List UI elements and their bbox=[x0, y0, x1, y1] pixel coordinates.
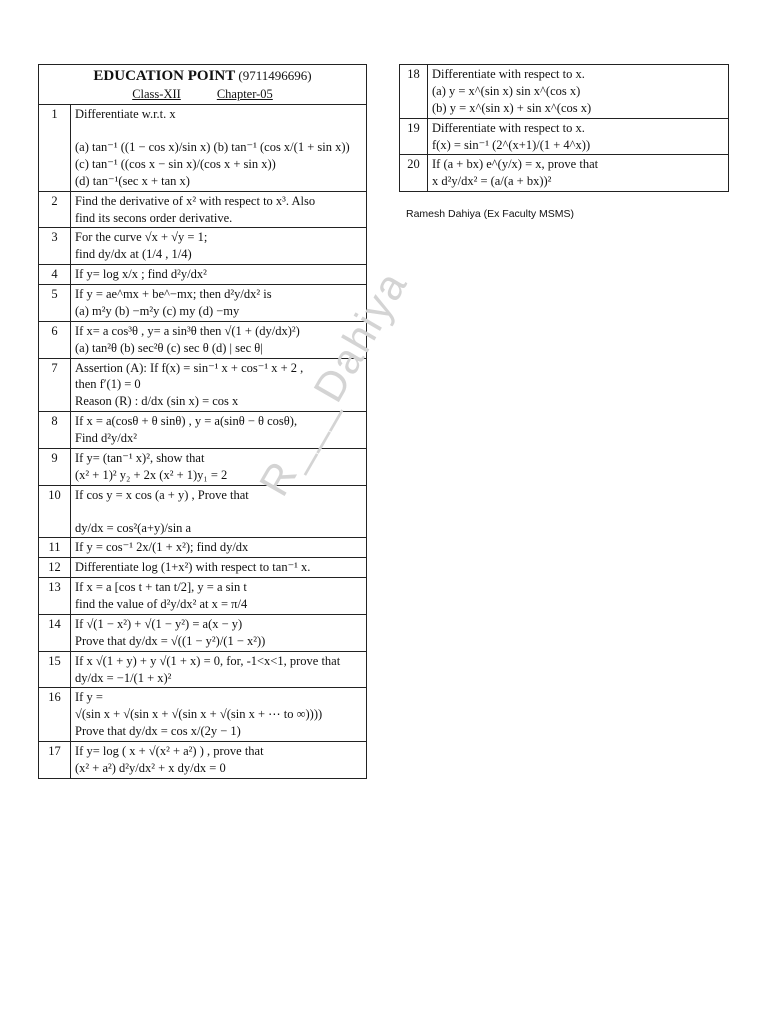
question-number: 11 bbox=[39, 538, 71, 558]
question-text bbox=[428, 155, 729, 192]
question-text bbox=[71, 228, 367, 265]
question-line: (x² + a²) d²y/dx² + x dy/dx = 0 bbox=[75, 760, 226, 775]
question-line: Find the derivative of x² with respect to x³. Also bbox=[75, 193, 316, 208]
question-line: x d²y/dx² = (a/(a + bx))² bbox=[432, 174, 552, 189]
question-line: find the value of d²y/dx² at x = π/4 bbox=[75, 597, 248, 611]
question-number: 9 bbox=[39, 448, 71, 485]
question-line: Reason (R) : d/dx (sin x) = cos x bbox=[75, 394, 239, 409]
question-text bbox=[71, 651, 367, 688]
question-line: f(x) = sin⁻¹ (2^(x+1)/(1 + 4^x)) bbox=[432, 137, 591, 152]
question-row bbox=[39, 191, 367, 228]
question-number: 18 bbox=[400, 65, 428, 119]
question-row bbox=[39, 688, 367, 742]
question-line: If y = ae^mx + be^−mx; then d²y/dx² is bbox=[75, 287, 272, 301]
question-line: (a) tan⁻¹ ((1 − cos x)/sin x) (b) tan⁻¹ (cos x/(1 + sin x)) bbox=[75, 140, 350, 154]
question-text bbox=[71, 105, 367, 192]
question-number: 7 bbox=[39, 358, 71, 412]
question-text bbox=[71, 538, 367, 558]
question-line: dy/dx = −1/(1 + x)² bbox=[75, 670, 172, 685]
question-text bbox=[71, 688, 367, 742]
question-line: For the curve √x + √y = 1; bbox=[75, 230, 208, 245]
question-row bbox=[39, 538, 367, 558]
question-line: If (a + bx) e^(y/x) = x, prove that bbox=[432, 157, 599, 172]
questions-table-right bbox=[399, 64, 729, 192]
question-line: If y= log x/x ; find d²y/dx² bbox=[75, 267, 207, 282]
question-row bbox=[39, 651, 367, 688]
question-text bbox=[428, 118, 729, 155]
question-row bbox=[39, 228, 367, 265]
question-line: If y = cos⁻¹ 2x/(1 + x²); find dy/dx bbox=[75, 540, 249, 555]
phone-number: (9711496696) bbox=[238, 68, 312, 83]
question-number: 20 bbox=[400, 155, 428, 192]
question-line: If x = a [cos t + tan t/2], y = a sin t bbox=[75, 580, 247, 595]
question-line: (b) y = x^(sin x) + sin x^(cos x) bbox=[432, 100, 592, 115]
question-row bbox=[39, 105, 367, 192]
question-line: Find d²y/dx² bbox=[75, 431, 138, 445]
question-text bbox=[71, 265, 367, 285]
question-line: If x = a(cosθ + θ sinθ) , y = a(sinθ − θ cosθ), bbox=[75, 414, 298, 429]
question-row bbox=[400, 118, 729, 155]
question-row bbox=[39, 321, 367, 358]
question-text bbox=[71, 191, 367, 228]
watermark: R___Dahiya bbox=[250, 262, 417, 504]
question-text bbox=[71, 578, 367, 615]
class-label: Class-XII bbox=[132, 87, 181, 102]
question-line: find its secons order derivative. bbox=[75, 210, 233, 225]
question-text bbox=[71, 285, 367, 322]
question-line: If y = bbox=[75, 690, 103, 705]
question-line: then f′(1) = 0 bbox=[75, 377, 141, 392]
question-line: (c) tan⁻¹ ((cos x − sin x)/(cos x + sin x)) bbox=[75, 156, 276, 171]
question-row bbox=[39, 285, 367, 322]
question-line: If y= (tan⁻¹ x)², show that bbox=[75, 450, 205, 465]
question-row bbox=[39, 265, 367, 285]
question-row bbox=[39, 578, 367, 615]
question-number: 12 bbox=[39, 558, 71, 578]
question-row bbox=[39, 558, 367, 578]
question-number: 5 bbox=[39, 285, 71, 322]
header-row bbox=[39, 65, 367, 105]
question-number: 4 bbox=[39, 265, 71, 285]
question-line: (a) y = x^(sin x) sin x^(cos x) bbox=[432, 83, 581, 98]
question-number: 15 bbox=[39, 651, 71, 688]
question-row bbox=[400, 155, 729, 192]
question-line: dy/dx = cos²(a+y)/sin a bbox=[75, 520, 192, 535]
header-cell bbox=[39, 65, 367, 105]
question-line: Prove that dy/dx = √((1 − y²)/(1 − x²)) bbox=[75, 633, 266, 648]
question-number: 3 bbox=[39, 228, 71, 265]
question-line: (x² + 1)² y₂ + 2x (x² + 1)y₁ = 2 bbox=[75, 467, 228, 482]
question-line: Assertion (A): If f(x) = sin⁻¹ x + cos⁻¹ x + 2 , bbox=[75, 360, 304, 375]
question-number: 2 bbox=[39, 191, 71, 228]
question-number: 8 bbox=[39, 412, 71, 449]
chapter-label: Chapter-05 bbox=[216, 87, 273, 102]
question-number: 16 bbox=[39, 688, 71, 742]
question-line: Differentiate log (1+x²) with respect to tan⁻¹ x. bbox=[75, 560, 311, 575]
question-number: 10 bbox=[39, 485, 71, 538]
question-line: (a) tan²θ (b) sec²θ (c) sec θ (d) | sec θ| bbox=[75, 340, 263, 355]
question-row bbox=[39, 742, 367, 779]
question-line: If cos y = x cos (a + y) , Prove that bbox=[75, 487, 249, 502]
question-line: √(sin x + √(sin x + √(sin x + √(sin x + ⋯ to ∞)))) bbox=[75, 707, 323, 722]
question-line: If x √(1 + y) + y √(1 + x) = 0, for, -1<x<1, prove that bbox=[75, 653, 341, 668]
question-line: find dy/dx at (1/4 , 1/4) bbox=[75, 247, 192, 262]
question-text bbox=[71, 558, 367, 578]
question-number: 1 bbox=[39, 105, 71, 192]
question-line: Differentiate with respect to x. bbox=[432, 67, 585, 81]
question-text bbox=[71, 742, 367, 779]
question-number: 17 bbox=[39, 742, 71, 779]
question-row bbox=[400, 65, 729, 119]
question-text bbox=[71, 448, 367, 485]
question-text bbox=[71, 485, 367, 538]
author-credit: Ramesh Dahiya (Ex Faculty MSMS) bbox=[406, 208, 575, 220]
question-line: If √(1 − x²) + √(1 − y²) = a(x − y) bbox=[75, 616, 243, 631]
question-text bbox=[428, 65, 729, 119]
question-line: Differentiate with respect to x. bbox=[432, 120, 585, 135]
page-title: EDUCATION POINT bbox=[93, 68, 236, 84]
question-text bbox=[71, 614, 367, 651]
question-line: (a) m²y (b) −m²y (c) my (d) −my bbox=[75, 303, 240, 318]
question-line: (d) tan⁻¹(sec x + tan x) bbox=[75, 173, 190, 188]
question-line: If x= a cos³θ , y= a sin³θ then √(1 + (dy/dx)²) bbox=[75, 323, 300, 338]
question-line: Prove that dy/dx = cos x/(2y − 1) bbox=[75, 724, 241, 739]
question-row bbox=[39, 485, 367, 538]
question-number: 6 bbox=[39, 321, 71, 358]
question-row bbox=[39, 614, 367, 651]
question-line: If y= log ( x + √(x² + a²) ) , prove that bbox=[75, 744, 264, 758]
question-number: 14 bbox=[39, 614, 71, 651]
question-number: 13 bbox=[39, 578, 71, 615]
question-line: Differentiate w.r.t. x bbox=[75, 107, 176, 122]
question-number: 19 bbox=[400, 118, 428, 155]
